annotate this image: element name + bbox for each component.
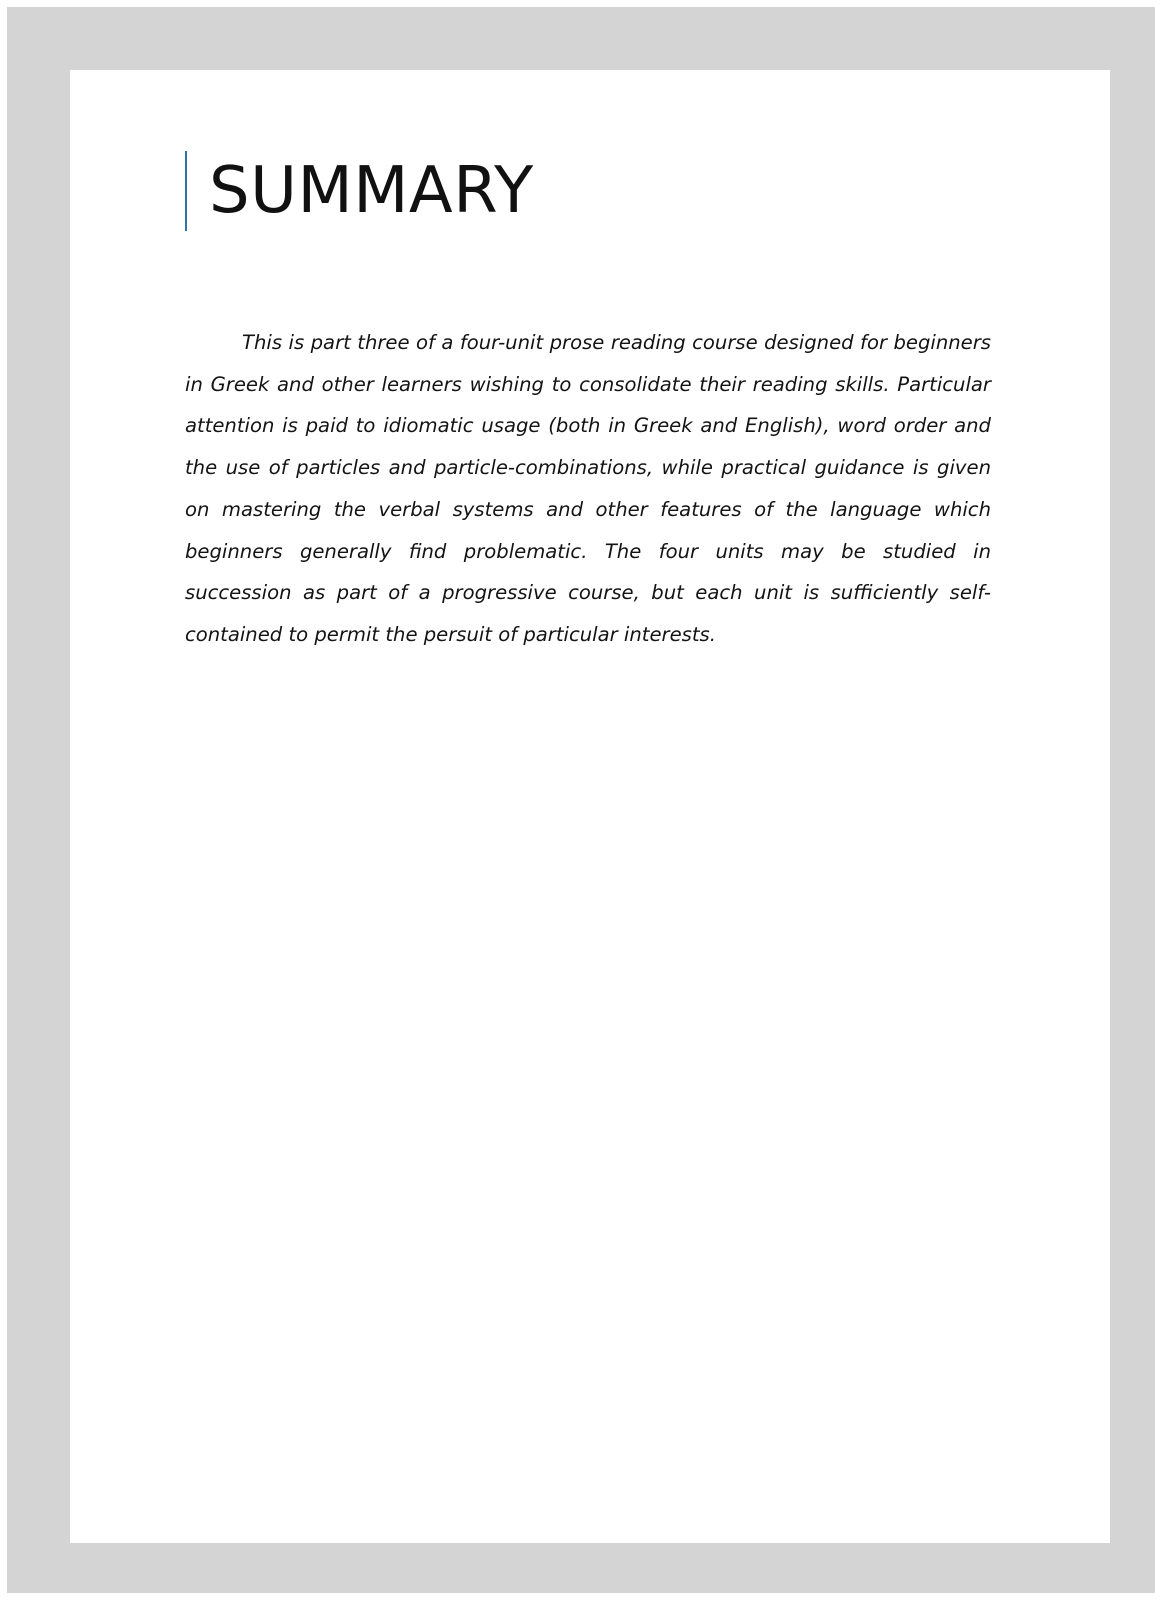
page-title: SUMMARY (209, 154, 534, 228)
heading-block (185, 150, 534, 232)
heading-accent-bar (185, 151, 187, 231)
summary-paragraph: This is part three of a four-unit prose reading course designed for beginners in Greek and other learners wishing to consolidate their reading skills. Particular attention is paid to idiomatic usage (both in Greek and English), word order and the use of particles and particle-combinations, while practical guidance is given on mastering the verbal systems and other features of the language which beginners generally find problematic. The four units may be studied in succession as part of a progressive course, but each unit is sufficiently self-contained to permit the persuit of particular interests. (185, 331, 991, 646)
document-page (70, 70, 1110, 1543)
page-background (7, 7, 1155, 1593)
